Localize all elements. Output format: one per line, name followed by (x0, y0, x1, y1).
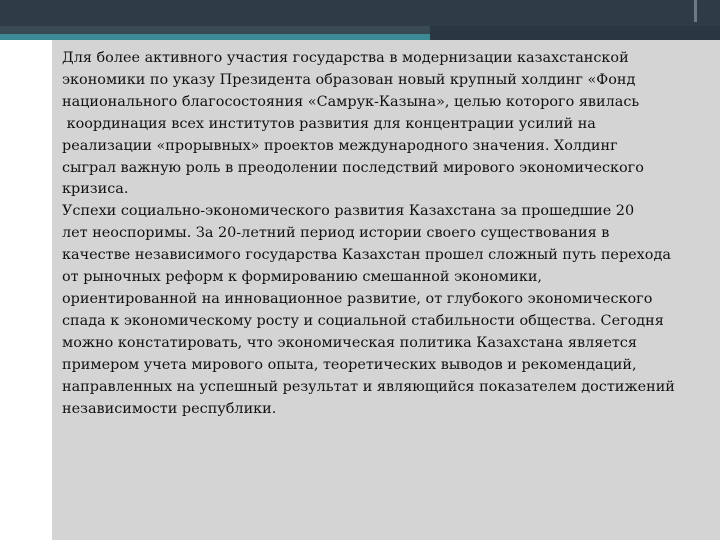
text-line: лет неоспоримы. За 20-летний период истории своего существования в (62, 225, 610, 242)
text-line: примером учета мирового опыта, теоретических выводов и рекомендаций, (62, 356, 637, 373)
text-line: можно констатировать, что экономическая политика Казахстана является (62, 334, 637, 351)
corner-mark (694, 0, 697, 22)
text-line: качестве независимого государства Казахстан прошел сложный путь перехода (62, 247, 671, 264)
text-line: Успехи социально-экономического развития Казахстана за прошедшие 20 (62, 203, 635, 220)
text-line: спада к экономическому росту и социальной стабильности общества. Сегодня (62, 312, 664, 329)
text-line: независимости республики. (62, 400, 277, 417)
text-line: Для более активного участия государства в модернизации казахстанской (62, 50, 629, 66)
text-line: от рыночных реформ к формированию смешанной экономики, (62, 269, 542, 286)
text-line: национального благосостояния «Самрук-Казына», целью которого явилась (62, 93, 640, 110)
content-panel (52, 40, 720, 540)
text-line: ориентированной на инновационное развитие, от глубокого экономического (62, 290, 653, 307)
text-line: координация всех институтов развития для концентрации усилий на (62, 115, 596, 132)
body-text (62, 48, 720, 420)
text-line: реализации «прорывных» проектов международного значения. Холдинг (62, 137, 618, 154)
text-line: экономики по указу Президента образован новый крупный холдинг «Фонд (62, 71, 636, 88)
text-line: направленных на успешный результат и являющийся показателем достижений (62, 378, 675, 395)
text-line: кризиса. (62, 181, 129, 198)
text-line: сыграл важную роль в преодолении последствий мирового экономического (62, 159, 644, 176)
header-bar (0, 0, 720, 26)
